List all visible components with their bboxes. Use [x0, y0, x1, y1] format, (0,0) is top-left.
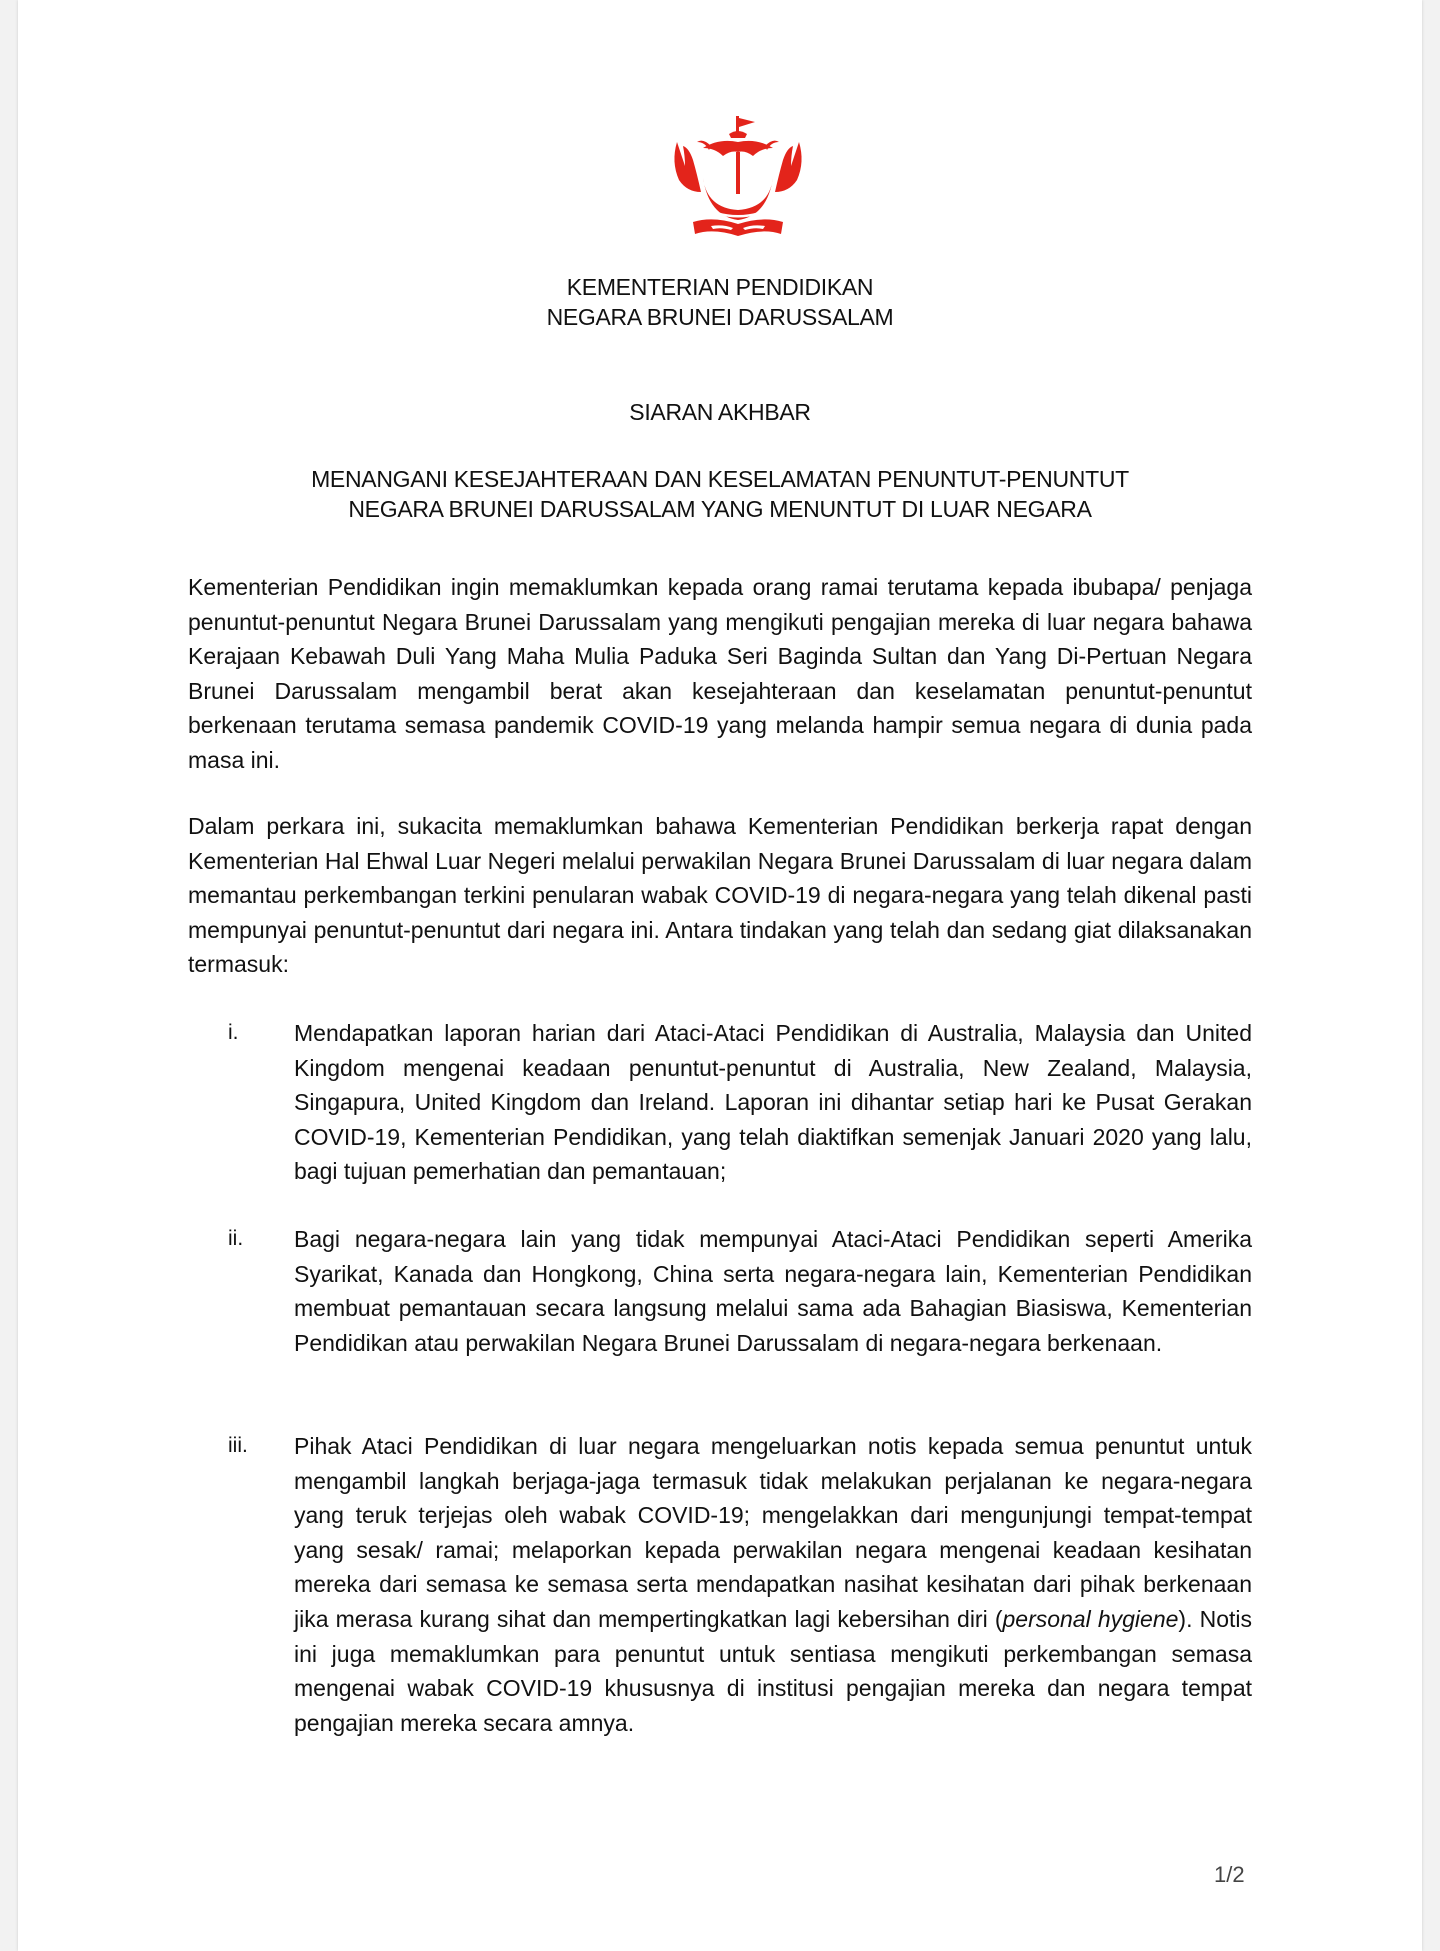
page-number: 1/2: [1214, 1862, 1245, 1887]
ministry-heading: [0, 272, 1440, 332]
press-release-label: SIARAN AKHBAR: [629, 399, 811, 425]
brunei-crest-icon: [663, 112, 813, 242]
list-item-text-italic: personal hygiene: [1002, 1605, 1179, 1632]
ministry-line-1: KEMENTERIAN PENDIDIKAN: [566, 274, 874, 300]
list-numeral: ii.: [228, 1227, 244, 1250]
list-numeral: i.: [228, 1021, 239, 1044]
document-title: [0, 464, 1440, 524]
list-item-text: Mendapatkan laporan harian dari Ataci-Ataci Pendidikan di Australia, Malaysia dan United Kingdom mengenai keadaan penuntut-penuntut di Australia, New Zealand, Malaysia, Singapura, United Kingdom dan Ireland. Laporan ini dihantar setiap hari ke Pusat Gerakan COVID-19, Kementerian Pendidikan, yang telah diaktifkan semenjak Januari 2020 yang lalu, bagi tujuan pemerhatian dan pemantauan;: [294, 1020, 1252, 1185]
ministry-line-2: NEGARA BRUNEI DARUSSALAM: [546, 304, 894, 330]
title-line-1: MENANGANI KESEJAHTERAAN DAN KESELAMATAN PENUNTUT-PENUNTUT: [311, 466, 1129, 492]
document-page: [18, 0, 1422, 1951]
title-line-2: NEGARA BRUNEI DARUSSALAM YANG MENUNTUT DI LUAR NEGARA: [348, 496, 1092, 522]
body-paragraph-1: Kementerian Pendidikan ingin memaklumkan kepada orang ramai terutama kepada ibubapa/ penjaga penuntut-penuntut Negara Brunei Darussalam yang mengikuti pengajian mereka di luar negara bahawa Kerajaan Kebawah Duli Yang Maha Mulia Paduka Seri Baginda Sultan dan Yang Di-Pertuan Negara Brunei Darussalam mengambil berat akan kesejahteraan dan keselamatan penuntut-penuntut berkenaan terutama semasa pandemik COVID-19 yang melanda hampir semua negara di dunia pada masa ini.: [188, 574, 1252, 773]
list-item-text: [294, 1429, 1252, 1740]
list-numeral: iii.: [228, 1434, 248, 1457]
body-paragraph-2: Dalam perkara ini, sukacita memaklumkan bahawa Kementerian Pendidikan berkerja rapat dengan Kementerian Hal Ehwal Luar Negeri melalui perwakilan Negara Brunei Darussalam di luar negara dalam memantau perkembangan terkini penularan wabak COVID-19 di negara-negara yang telah dikenal pasti mempunyai penuntut-penuntut dari negara ini. Antara tindakan yang telah dan sedang giat dilaksanakan termasuk:: [188, 813, 1252, 978]
list-item-text: Bagi negara-negara lain yang tidak mempunyai Ataci-Ataci Pendidikan seperti Amerika Syarikat, Kanada dan Hongkong, China serta negara-negara lain, Kementerian Pendidikan membuat pemantauan secara langsung melalui sama ada Bahagian Biasiswa, Kementerian Pendidikan atau perwakilan Negara Brunei Darussalam di negara-negara berkenaan.: [294, 1226, 1252, 1356]
list-item-text-after: ). Notis ini juga memaklumkan para penuntut untuk sentiasa mengikuti perkembangan semasa mengenai wabak COVID-19 khususnya di institusi pengajian mereka dan negara tempat pengajian mereka secara amnya.: [294, 1605, 1252, 1736]
list-item-text-before: Pihak Ataci Pendidikan di luar negara mengeluarkan notis kepada semua penuntut untuk mengambil langkah berjaga-jaga termasuk tidak melakukan perjalanan ke negara-negara yang teruk terjejas oleh wabak COVID-19; mengelakkan dari mengunjungi tempat-tempat yang sesak/ ramai; melaporkan kepada perwakilan negara mengenai keadaan kesihatan mereka dari semasa ke semasa serta mendapatkan nasihat kesihatan dari pihak berkenaan jika merasa kurang sihat dan mempertingkatkan lagi kebersihan diri (: [294, 1433, 1252, 1632]
